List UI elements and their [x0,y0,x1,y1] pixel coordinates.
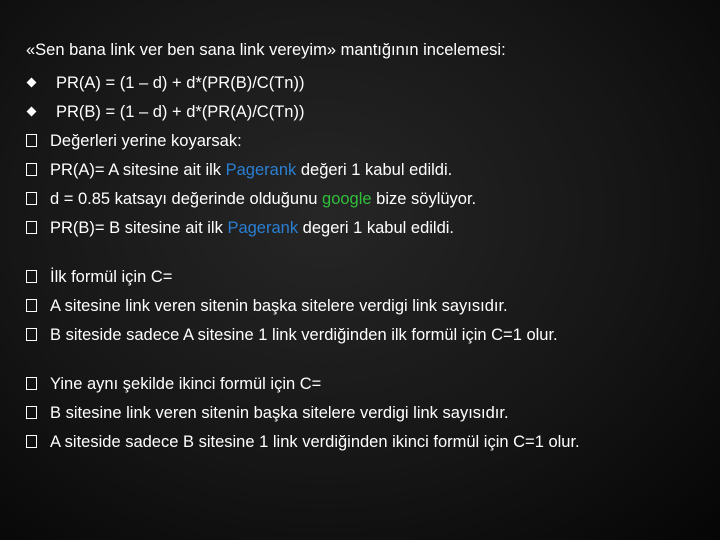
list-item-text: İlk formül için C= [50,267,173,286]
pagerank-link: Pagerank [227,218,299,237]
list-item-text: B sitesine link veren sitenin başka sitelere verdigi link sayısıdır. [50,403,509,422]
box-bullet-icon [26,299,50,312]
text-part: PR(A)= A sitesine ait ilk [50,160,226,179]
spacer [26,349,702,369]
list-item-text: A sitesine link veren sitenin başka sitelere verdigi link sayısıdır. [50,296,508,315]
diamond-bullet-icon [26,79,50,86]
list-item-first-def [26,291,702,320]
text-part: PR(B)= B sitesine ait ilk [50,218,228,237]
box-bullet-icon [26,221,50,234]
list-item-first-c [26,262,702,291]
box-bullet-icon [26,406,50,419]
box-bullet-icon [26,134,50,147]
list-item-text: Yine aynı şekilde ikinci formül için C= [50,374,322,393]
text-part: bize söylüyor. [371,189,477,208]
formula-text: PR(A) = (1 – d) + d*(PR(B)/C(Tn)) [56,73,305,92]
list-item-text [50,218,454,238]
box-bullet-icon [26,163,50,176]
formula-text: PR(B) = (1 – d) + d*(PR(A)/C(Tn)) [56,102,305,121]
list-item-second-c [26,369,702,398]
list-item-d [26,184,702,213]
list-item-text: A siteside sadece B sitesine 1 link verdiğinden ikinci formül için C=1 olur. [50,432,580,451]
box-bullet-icon [26,270,50,283]
formula-pra [26,68,702,97]
list-item-text: B siteside sadece A sitesine 1 link verdiğinden ilk formül için C=1 olur. [50,325,558,344]
text-part: degeri 1 kabul edildi. [298,218,455,237]
box-bullet-icon [26,328,50,341]
list-item-prb [26,213,702,242]
formula-prb [26,97,702,126]
diamond-bullet-icon [26,108,50,115]
text-part: değeri 1 kabul edildi. [296,160,453,179]
slide-title: «Sen bana link ver ben sana link vereyim» mantığının incelemesi: [26,41,506,59]
list-item-substitute [26,126,702,155]
list-item-text [50,189,476,209]
list-item-first-result [26,320,702,349]
spacer [26,242,702,262]
list-item-second-def [26,398,702,427]
list-item-pra [26,155,702,184]
box-bullet-icon [26,377,50,390]
list-item-text [50,160,452,180]
google-link: google [322,189,372,208]
pagerank-link: Pagerank [225,160,297,179]
list-item-second-result [26,427,702,456]
box-bullet-icon [26,435,50,448]
text-part: d = 0.85 katsayı değerinde olduğunu [50,189,323,208]
list-item-text: Değerleri yerine koyarsak: [50,131,242,150]
box-bullet-icon [26,192,50,205]
